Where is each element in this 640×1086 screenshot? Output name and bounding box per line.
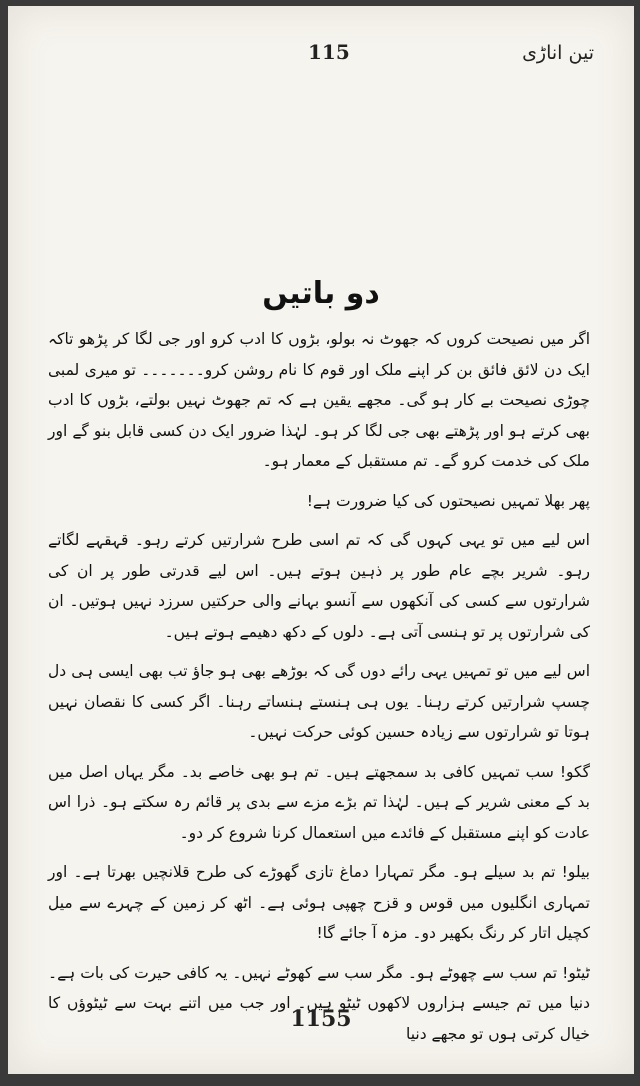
book-page (8, 6, 634, 1074)
chapter-heading: دو باتیں (262, 276, 380, 311)
paragraph: اگر میں نصیحت کروں کہ جھوٹ نہ بولو، بڑوں کا ادب کرو اور جی لگا کر پڑھو تاکہ ایک دن لائق فائق بن کر اپنے ملک اور قوم کا نام روشن کرو۔۔۔۔۔۔۔ تو میری لمبی چوڑی نصیحت بے کار ہو گی۔ مجھے یقین ہے کہ تم جھوٹ نہیں بولتے، بڑوں کا ادب بھی کرتے ہو اور پڑھتے بھی جی لگا کر ہو۔ لہٰذا ضرور ایک دن کسی قابل بنو گے اور ملک کی خدمت کرو گے۔ تم مستقبل کے معمار ہو۔ (48, 330, 590, 470)
running-book-title: تین اناڑی (522, 42, 594, 64)
body-text (48, 324, 590, 1058)
bleed-through-shadow (48, 82, 590, 262)
paragraph: بیلو! تم بد سیلے ہو۔ مگر تمہارا دماغ تازی گھوڑے کی طرح قلانچیں بھرتا ہے۔ اور تمہاری انگلیوں میں قوس و قزح چھپی ہوئی ہے۔ اٹھ کر زمین کے چہرے سے میل کچیل اتار کر رنگ بکھیر دو۔ مزہ آ جائے گا! (48, 863, 590, 942)
header-page-number: 115 (308, 40, 350, 64)
paragraph: پھر بھلا تمہیں نصیحتوں کی کیا ضرورت ہے! (306, 491, 590, 510)
page-header (48, 40, 594, 70)
footer-page-number: 1155 (290, 1006, 352, 1032)
paragraph: اس لیے میں تو تمہیں یہی رائے دوں گی کہ بوڑھے بھی ہو جاؤ تب بھی ایسی ہی دل چسپ شرارتیں کرتے رہنا۔ یوں ہی ہنستے ہنساتے رہنا۔ اگر کسی کا نقصان نہیں ہوتا تو شرارتوں سے زیادہ حسین کوئی حرکت نہیں۔ (48, 662, 590, 741)
paragraph: گکو! سب تمہیں کافی بد سمجھتے ہیں۔ تم ہو بھی خاصے بد۔ مگر یہاں اصل میں بد کے معنی شریر کے ہیں۔ لہٰذا تم بڑے مزے سے بدی پر قائم رہ سکتے ہو۔ ذرا اس عادت کو اپنے مستقبل کے فائدے میں استعمال کرنا شروع کر دو۔ (48, 762, 590, 842)
paragraph: ٹیٹو! تم سب سے چھوٹے ہو۔ مگر سب سے کھوٹے نہیں۔ یہ کافی حیرت کی بات ہے۔ دنیا میں تم جیسے ہزاروں لاکھوں ٹیٹو ہیں۔ اور جب میں اتنے بہت سے ٹیٹوؤں کا خیال کرتی ہوں تو مجھے دنیا (48, 963, 590, 1043)
paragraph: اس لیے میں تو یہی کہوں گی کہ تم اسی طرح شرارتیں کرتے رہو۔ قہقہے لگاتے رہو۔ شریر بچے عام طور پر ذہین ہوتے ہیں۔ اس لیے قدرتی طور پر ان کی شرارتوں سے کسی کی آنکھوں سے آنسو بہانے والی حرکتیں سرزد نہیں ہوتیں۔ ان کی شرارتوں پر تو ہنسی آتی ہے۔ دلوں کے دکھ دھیمے ہوتے ہیں۔ (48, 531, 590, 641)
